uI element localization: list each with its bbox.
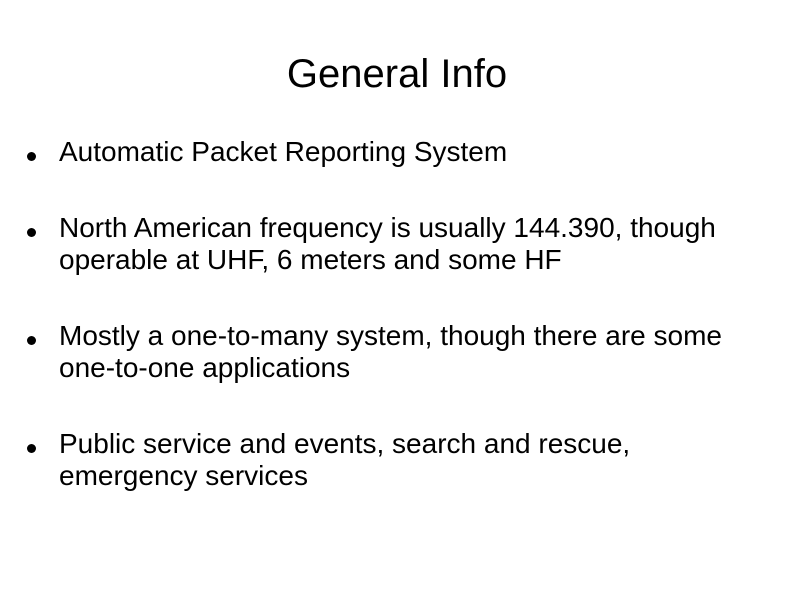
bullet-item [56, 320, 776, 384]
bullet-text: Automatic Packet Reporting System [59, 136, 508, 167]
bullet-icon [27, 336, 36, 345]
bullet-list [56, 136, 776, 536]
bullet-text: Public service and events, search and rescue, emergency services [59, 428, 631, 491]
bullet-item [56, 136, 776, 168]
bullet-text: Mostly a one-to-many system, though there are some one-to-one applications [59, 320, 722, 383]
bullet-icon [27, 444, 36, 453]
bullet-icon [27, 152, 36, 161]
slide-title: General Info [286, 52, 508, 96]
bullet-text: North American frequency is usually 144.390, though operable at UHF, 6 meters and some HF [59, 212, 716, 275]
bullet-icon [27, 228, 36, 237]
bullet-item [56, 428, 776, 492]
bullet-item [56, 212, 776, 276]
